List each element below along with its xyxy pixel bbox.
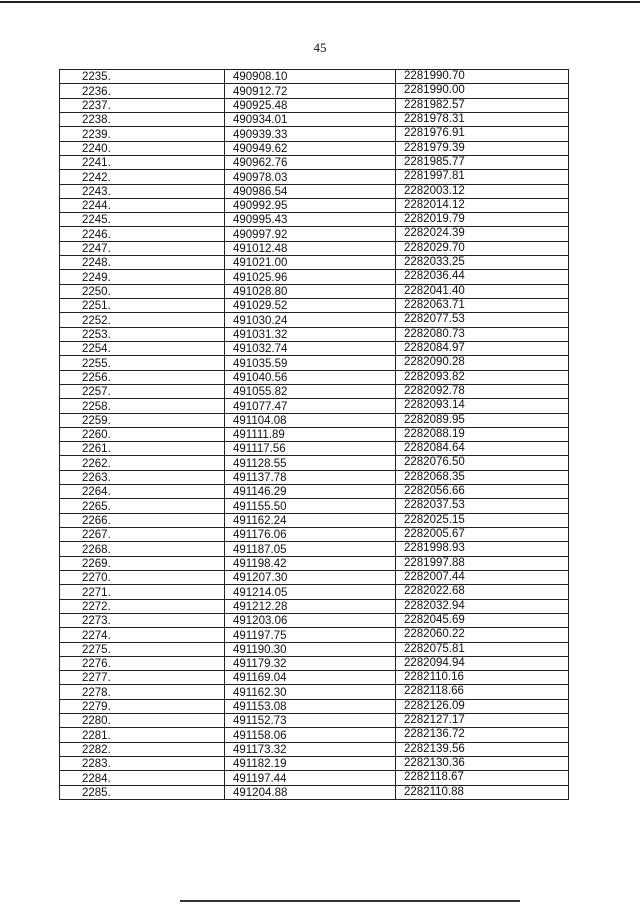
easting-cell: 491029.52	[225, 299, 396, 313]
bottom-border-line	[180, 900, 520, 902]
easting-cell: 491104.08	[225, 413, 396, 427]
easting-cell: 491162.24	[225, 513, 396, 527]
table-row	[60, 513, 569, 527]
point-number-cell: 2243.	[60, 184, 225, 198]
easting-cell: 491214.05	[225, 585, 396, 599]
table-row	[60, 427, 569, 441]
point-number-cell: 2240.	[60, 141, 225, 155]
northing-cell: 2282118.67	[396, 771, 569, 785]
northing-cell: 2281990.00	[396, 84, 569, 98]
northing-cell: 2282003.12	[396, 184, 569, 198]
table-row	[60, 399, 569, 413]
easting-cell: 491182.19	[225, 757, 396, 771]
northing-cell: 2281976.91	[396, 127, 569, 141]
point-number-cell: 2236.	[60, 84, 225, 98]
table-row	[60, 585, 569, 599]
point-number-cell: 2254.	[60, 341, 225, 355]
point-number-cell: 2274.	[60, 628, 225, 642]
northing-cell: 2282024.39	[396, 227, 569, 241]
easting-cell: 491179.32	[225, 656, 396, 670]
point-number-cell: 2245.	[60, 213, 225, 227]
table-row	[60, 714, 569, 728]
table-row	[60, 98, 569, 112]
table-row	[60, 456, 569, 470]
northing-cell: 2281982.57	[396, 98, 569, 112]
point-number-cell: 2246.	[60, 227, 225, 241]
easting-cell: 491031.32	[225, 327, 396, 341]
easting-cell: 490986.54	[225, 184, 396, 198]
table-row	[60, 685, 569, 699]
northing-cell: 2282029.70	[396, 241, 569, 255]
point-number-cell: 2255.	[60, 356, 225, 370]
point-number-cell: 2268.	[60, 542, 225, 556]
table-row	[60, 570, 569, 584]
point-number-cell: 2238.	[60, 112, 225, 126]
northing-cell: 2282092.78	[396, 384, 569, 398]
point-number-cell: 2237.	[60, 98, 225, 112]
northing-cell: 2282019.79	[396, 213, 569, 227]
northing-cell: 2282041.40	[396, 284, 569, 298]
table-row	[60, 327, 569, 341]
easting-cell: 491198.42	[225, 556, 396, 570]
table-row	[60, 112, 569, 126]
table-row	[60, 757, 569, 771]
northing-cell: 2282075.81	[396, 642, 569, 656]
easting-cell: 491012.48	[225, 241, 396, 255]
table-row	[60, 170, 569, 184]
table-row	[60, 485, 569, 499]
table-row	[60, 70, 569, 84]
table-row	[60, 542, 569, 556]
easting-cell: 490934.01	[225, 112, 396, 126]
northing-cell: 2281997.88	[396, 556, 569, 570]
northing-cell: 2282014.12	[396, 198, 569, 212]
easting-cell: 491162.30	[225, 685, 396, 699]
point-number-cell: 2282.	[60, 742, 225, 756]
point-number-cell: 2244.	[60, 198, 225, 212]
easting-cell: 490912.72	[225, 84, 396, 98]
table-row	[60, 556, 569, 570]
table-row	[60, 370, 569, 384]
table-row	[60, 227, 569, 241]
easting-cell: 491187.05	[225, 542, 396, 556]
northing-cell: 2282126.09	[396, 699, 569, 713]
point-number-cell: 2256.	[60, 370, 225, 384]
table-row	[60, 299, 569, 313]
northing-cell: 2282090.28	[396, 356, 569, 370]
table-row	[60, 699, 569, 713]
point-number-cell: 2241.	[60, 155, 225, 169]
northing-cell: 2282037.53	[396, 499, 569, 513]
easting-cell: 491128.55	[225, 456, 396, 470]
northing-cell: 2281985.77	[396, 155, 569, 169]
table-row	[60, 656, 569, 670]
easting-cell: 491077.47	[225, 399, 396, 413]
easting-cell: 491146.29	[225, 485, 396, 499]
northing-cell: 2282093.82	[396, 370, 569, 384]
table-row	[60, 155, 569, 169]
northing-cell: 2281998.93	[396, 542, 569, 556]
table-row	[60, 671, 569, 685]
table-row	[60, 127, 569, 141]
point-number-cell: 2264.	[60, 485, 225, 499]
point-number-cell: 2267.	[60, 528, 225, 542]
point-number-cell: 2257.	[60, 384, 225, 398]
northing-cell: 2282056.66	[396, 485, 569, 499]
easting-cell: 491158.06	[225, 728, 396, 742]
easting-cell: 491153.08	[225, 699, 396, 713]
point-number-cell: 2279.	[60, 699, 225, 713]
point-number-cell: 2251.	[60, 299, 225, 313]
easting-cell: 491028.80	[225, 284, 396, 298]
easting-cell: 491190.30	[225, 642, 396, 656]
easting-cell: 491152.73	[225, 714, 396, 728]
point-number-cell: 2262.	[60, 456, 225, 470]
northing-cell: 2281979.39	[396, 141, 569, 155]
easting-cell: 491040.56	[225, 370, 396, 384]
northing-cell: 2282060.22	[396, 628, 569, 642]
point-number-cell: 2284.	[60, 771, 225, 785]
table-row	[60, 528, 569, 542]
table-row	[60, 198, 569, 212]
northing-cell: 2282077.53	[396, 313, 569, 327]
table-row	[60, 413, 569, 427]
easting-cell: 491137.78	[225, 470, 396, 484]
easting-cell: 491203.06	[225, 613, 396, 627]
northing-cell: 2281997.81	[396, 170, 569, 184]
table-row	[60, 256, 569, 270]
coordinates-table-body	[60, 70, 569, 800]
northing-cell: 2282084.97	[396, 341, 569, 355]
table-row	[60, 384, 569, 398]
northing-cell: 2282007.44	[396, 570, 569, 584]
point-number-cell: 2265.	[60, 499, 225, 513]
table-row	[60, 241, 569, 255]
point-number-cell: 2258.	[60, 399, 225, 413]
easting-cell: 491204.88	[225, 785, 396, 799]
point-number-cell: 2266.	[60, 513, 225, 527]
easting-cell: 491155.50	[225, 499, 396, 513]
table-row	[60, 599, 569, 613]
point-number-cell: 2260.	[60, 427, 225, 441]
northing-cell: 2282088.19	[396, 427, 569, 441]
northing-cell: 2282036.44	[396, 270, 569, 284]
point-number-cell: 2263.	[60, 470, 225, 484]
point-number-cell: 2239.	[60, 127, 225, 141]
easting-cell: 490978.03	[225, 170, 396, 184]
point-number-cell: 2250.	[60, 284, 225, 298]
northing-cell: 2281978.31	[396, 112, 569, 126]
northing-cell: 2282130.36	[396, 757, 569, 771]
table-row	[60, 341, 569, 355]
table-row	[60, 141, 569, 155]
northing-cell: 2281990.70	[396, 70, 569, 84]
point-number-cell: 2269.	[60, 556, 225, 570]
northing-cell: 2282033.25	[396, 256, 569, 270]
point-number-cell: 2252.	[60, 313, 225, 327]
easting-cell: 490962.76	[225, 155, 396, 169]
point-number-cell: 2248.	[60, 256, 225, 270]
northing-cell: 2282110.88	[396, 785, 569, 799]
northing-cell: 2282127.17	[396, 714, 569, 728]
easting-cell: 491197.44	[225, 771, 396, 785]
point-number-cell: 2271.	[60, 585, 225, 599]
northing-cell: 2282110.16	[396, 671, 569, 685]
point-number-cell: 2285.	[60, 785, 225, 799]
table-row	[60, 442, 569, 456]
easting-cell: 491030.24	[225, 313, 396, 327]
point-number-cell: 2276.	[60, 656, 225, 670]
easting-cell: 491176.06	[225, 528, 396, 542]
northing-cell: 2282025.15	[396, 513, 569, 527]
northing-cell: 2282068.35	[396, 470, 569, 484]
northing-cell: 2282139.56	[396, 742, 569, 756]
northing-cell: 2282118.66	[396, 685, 569, 699]
northing-cell: 2282084.64	[396, 442, 569, 456]
easting-cell: 491025.96	[225, 270, 396, 284]
point-number-cell: 2249.	[60, 270, 225, 284]
easting-cell: 490939.33	[225, 127, 396, 141]
point-number-cell: 2275.	[60, 642, 225, 656]
easting-cell: 491032.74	[225, 341, 396, 355]
northing-cell: 2282136.72	[396, 728, 569, 742]
table-row	[60, 642, 569, 656]
easting-cell: 491111.89	[225, 427, 396, 441]
northing-cell: 2282093.14	[396, 399, 569, 413]
table-row	[60, 785, 569, 799]
easting-cell: 491197.75	[225, 628, 396, 642]
table-row	[60, 728, 569, 742]
table-row	[60, 84, 569, 98]
northing-cell: 2282045.69	[396, 613, 569, 627]
point-number-cell: 2259.	[60, 413, 225, 427]
easting-cell: 491117.56	[225, 442, 396, 456]
coordinates-table	[59, 69, 569, 800]
northing-cell: 2282022.68	[396, 585, 569, 599]
easting-cell: 491173.32	[225, 742, 396, 756]
point-number-cell: 2261.	[60, 442, 225, 456]
point-number-cell: 2253.	[60, 327, 225, 341]
easting-cell: 491207.30	[225, 570, 396, 584]
point-number-cell: 2278.	[60, 685, 225, 699]
easting-cell: 490992.95	[225, 198, 396, 212]
point-number-cell: 2281.	[60, 728, 225, 742]
northing-cell: 2282076.50	[396, 456, 569, 470]
easting-cell: 490995.43	[225, 213, 396, 227]
point-number-cell: 2242.	[60, 170, 225, 184]
table-row	[60, 628, 569, 642]
easting-cell: 491169.04	[225, 671, 396, 685]
page-number: 45	[313, 40, 327, 55]
easting-cell: 490997.92	[225, 227, 396, 241]
point-number-cell: 2270.	[60, 570, 225, 584]
table-row	[60, 470, 569, 484]
table-row	[60, 771, 569, 785]
table-row	[60, 499, 569, 513]
point-number-cell: 2280.	[60, 714, 225, 728]
table-row	[60, 184, 569, 198]
top-border-line	[0, 1, 640, 3]
northing-cell: 2282080.73	[396, 327, 569, 341]
table-row	[60, 742, 569, 756]
northing-cell: 2282063.71	[396, 299, 569, 313]
point-number-cell: 2273.	[60, 613, 225, 627]
point-number-cell: 2247.	[60, 241, 225, 255]
northing-cell: 2282032.94	[396, 599, 569, 613]
table-row	[60, 613, 569, 627]
table-row	[60, 356, 569, 370]
easting-cell: 490949.62	[225, 141, 396, 155]
point-number-cell: 2235.	[60, 70, 225, 84]
table-row	[60, 313, 569, 327]
northing-cell: 2282094.94	[396, 656, 569, 670]
easting-cell: 491055.82	[225, 384, 396, 398]
point-number-cell: 2283.	[60, 757, 225, 771]
table-row	[60, 270, 569, 284]
table-row	[60, 284, 569, 298]
easting-cell: 491035.59	[225, 356, 396, 370]
northing-cell: 2282089.95	[396, 413, 569, 427]
easting-cell: 490908.10	[225, 70, 396, 84]
point-number-cell: 2277.	[60, 671, 225, 685]
point-number-cell: 2272.	[60, 599, 225, 613]
easting-cell: 491212.28	[225, 599, 396, 613]
table-row	[60, 213, 569, 227]
northing-cell: 2282005.67	[396, 528, 569, 542]
easting-cell: 491021.00	[225, 256, 396, 270]
easting-cell: 490925.48	[225, 98, 396, 112]
